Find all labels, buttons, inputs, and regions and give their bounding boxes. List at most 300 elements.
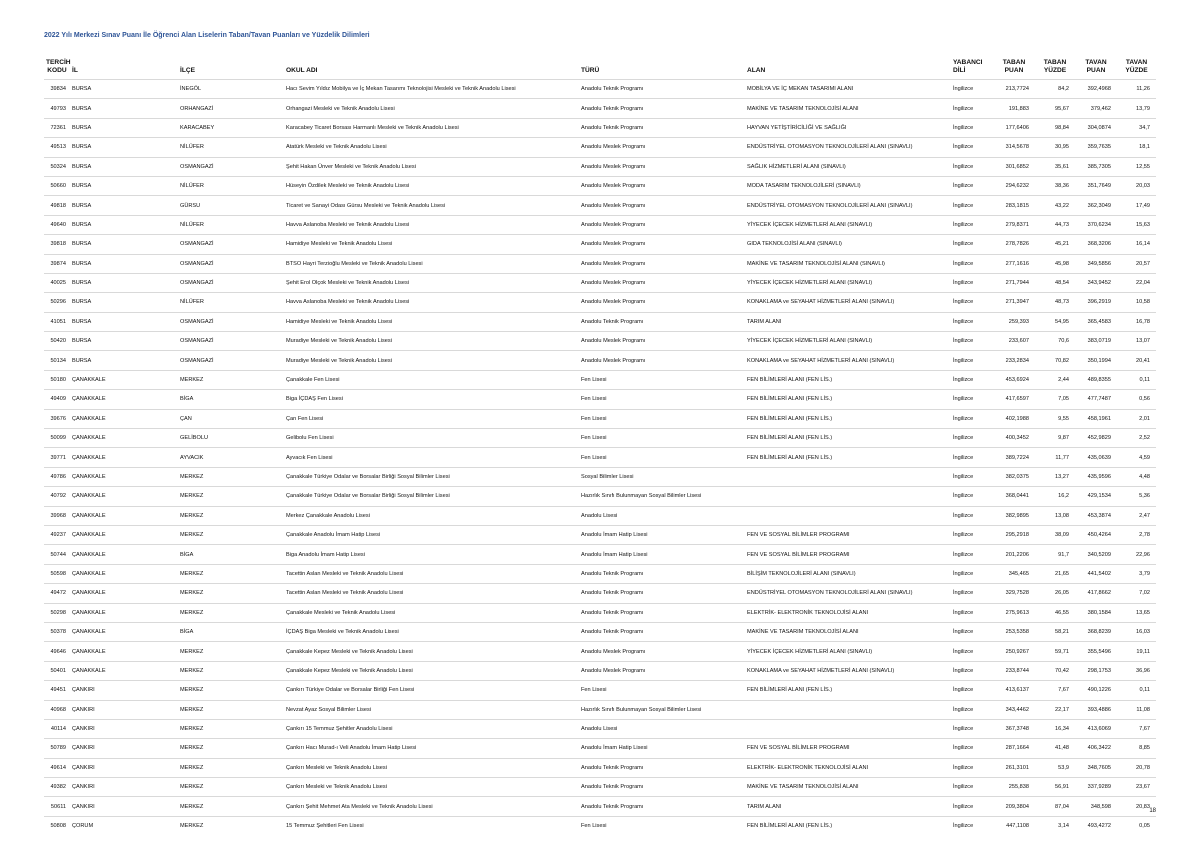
cell-il: ÇANAKKALE <box>70 487 178 506</box>
cell-il: ÇANAKKALE <box>70 525 178 544</box>
cell-yabanci-dili: İngilizce <box>951 758 993 777</box>
cell-taban-puan: 343,4462 <box>993 700 1035 719</box>
cell-taban-puan: 177,6406 <box>993 118 1035 137</box>
cell-taban-yuzde: 7,67 <box>1035 681 1075 700</box>
table-row <box>44 816 1156 835</box>
cell-ilce: MERKEZ <box>178 778 284 797</box>
cell-okul-adi: Çanakkale Anadolu İmam Hatip Lisesi <box>284 525 579 544</box>
cell-ilce: OSMANGAZİ <box>178 273 284 292</box>
cell-tercih-kodu: 49818 <box>44 196 70 215</box>
cell-turu: Anadolu Teknik Programı <box>579 564 745 583</box>
cell-tavan-puan: 370,6234 <box>1075 215 1117 234</box>
cell-turu: Anadolu Meslek Programı <box>579 332 745 351</box>
cell-tavan-puan: 458,1961 <box>1075 409 1117 428</box>
cell-ilce: ORHANGAZİ <box>178 99 284 118</box>
cell-tercih-kodu: 50378 <box>44 622 70 641</box>
table-row <box>44 176 1156 195</box>
header-ilce: İLÇE <box>180 67 196 74</box>
cell-turu: Anadolu Teknik Programı <box>579 778 745 797</box>
cell-yabanci-dili: İngilizce <box>951 622 993 641</box>
cell-yabanci-dili: İngilizce <box>951 487 993 506</box>
cell-il: ÇANKIRI <box>70 681 178 700</box>
cell-tercih-kodu: 49472 <box>44 584 70 603</box>
cell-yabanci-dili: İngilizce <box>951 351 993 370</box>
cell-yabanci-dili: İngilizce <box>951 719 993 738</box>
cell-tercih-kodu: 49237 <box>44 525 70 544</box>
header-tavan-yuzde: TAVAN YÜZDE <box>1125 59 1148 74</box>
cell-okul-adi: Çanakkale Türkiye Odalar ve Borsalar Birliği Sosyal Bilimler Lisesi <box>284 467 579 486</box>
cell-tavan-yuzde: 10,58 <box>1117 293 1156 312</box>
cell-taban-puan: 233,607 <box>993 332 1035 351</box>
cell-tercih-kodu: 50611 <box>44 797 70 816</box>
cell-tavan-puan: 393,4886 <box>1075 700 1117 719</box>
cell-yabanci-dili: İngilizce <box>951 176 993 195</box>
cell-yabanci-dili: İngilizce <box>951 642 993 661</box>
cell-taban-puan: 389,7224 <box>993 448 1035 467</box>
cell-turu: Anadolu Meslek Programı <box>579 235 745 254</box>
table-row <box>44 564 1156 583</box>
cell-alan: MOBİLYA VE İÇ MEKAN TASARIMI ALANI <box>745 80 951 99</box>
cell-taban-yuzde: 30,95 <box>1035 138 1075 157</box>
table-row <box>44 370 1156 389</box>
cell-ilce: MERKEZ <box>178 467 284 486</box>
cell-tavan-yuzde: 16,03 <box>1117 622 1156 641</box>
table-row <box>44 157 1156 176</box>
cell-ilce: MERKEZ <box>178 584 284 603</box>
cell-tercih-kodu: 50099 <box>44 429 70 448</box>
cell-tercih-kodu: 72361 <box>44 118 70 137</box>
table-row <box>44 254 1156 273</box>
cell-okul-adi: Hamidiye Mesleki ve Teknik Anadolu Lisesi <box>284 235 579 254</box>
table-row <box>44 467 1156 486</box>
cell-taban-puan: 255,838 <box>993 778 1035 797</box>
cell-tavan-puan: 489,8355 <box>1075 370 1117 389</box>
cell-tavan-puan: 452,9829 <box>1075 429 1117 448</box>
cell-il: ÇANAKKALE <box>70 661 178 680</box>
cell-taban-puan: 261,3101 <box>993 758 1035 777</box>
cell-turu: Anadolu Teknik Programı <box>579 797 745 816</box>
cell-taban-yuzde: 9,87 <box>1035 429 1075 448</box>
cell-tavan-puan: 355,5496 <box>1075 642 1117 661</box>
cell-taban-puan: 253,5358 <box>993 622 1035 641</box>
cell-il: BURSA <box>70 80 178 99</box>
cell-tavan-yuzde: 16,78 <box>1117 312 1156 331</box>
cell-alan: KONAKLAMA ve SEYAHAT HİZMETLERİ ALANI (SINAVLI) <box>745 661 951 680</box>
document-title: 2022 Yılı Merkezi Sınav Puanı İle Öğrenci Alan Liselerin Taban/Tavan Puanları ve Yüzdelik Dilimleri <box>44 32 370 39</box>
cell-okul-adi: Çanakkale Türkiye Odalar ve Borsalar Birliği Sosyal Bilimler Lisesi <box>284 487 579 506</box>
cell-tercih-kodu: 50420 <box>44 332 70 351</box>
cell-yabanci-dili: İngilizce <box>951 778 993 797</box>
cell-il: ÇANKIRI <box>70 758 178 777</box>
cell-tavan-puan: 435,0639 <box>1075 448 1117 467</box>
cell-okul-adi: Hüseyin Özdilek Mesleki ve Teknik Anadolu Lisesi <box>284 176 579 195</box>
cell-taban-yuzde: 38,36 <box>1035 176 1075 195</box>
cell-taban-puan: 367,3748 <box>993 719 1035 738</box>
cell-tavan-puan: 441,5402 <box>1075 564 1117 583</box>
cell-taban-puan: 279,8371 <box>993 215 1035 234</box>
cell-turu: Sosyal Bilimler Lisesi <box>579 467 745 486</box>
table-row <box>44 622 1156 641</box>
cell-okul-adi: Çankırı Hacı Murad-ı Veli Anadolu İmam Hatip Lisesi <box>284 739 579 758</box>
table-row <box>44 80 1156 99</box>
cell-taban-yuzde: 21,65 <box>1035 564 1075 583</box>
table-row <box>44 487 1156 506</box>
cell-tavan-puan: 380,1584 <box>1075 603 1117 622</box>
cell-tercih-kodu: 39834 <box>44 80 70 99</box>
cell-il: ÇORUM <box>70 816 178 835</box>
cell-okul-adi: Çankırı Türkiye Odalar ve Borsalar Birliği Fen Lisesi <box>284 681 579 700</box>
cell-turu: Anadolu İmam Hatip Lisesi <box>579 545 745 564</box>
cell-turu: Fen Lisesi <box>579 409 745 428</box>
cell-turu: Anadolu Meslek Programı <box>579 293 745 312</box>
cell-ilce: NİLÜFER <box>178 293 284 312</box>
cell-yabanci-dili: İngilizce <box>951 80 993 99</box>
cell-tavan-puan: 340,5209 <box>1075 545 1117 564</box>
cell-alan: ENDÜSTRİYEL OTOMASYON TEKNOLOJİLERİ ALANI (SINAVLI) <box>745 584 951 603</box>
cell-yabanci-dili: İngilizce <box>951 700 993 719</box>
cell-tavan-puan: 493,4272 <box>1075 816 1117 835</box>
cell-alan: TARIM ALANI <box>745 312 951 331</box>
cell-taban-puan: 402,1988 <box>993 409 1035 428</box>
cell-alan: MODA TASARIM TEKNOLOJİLERİ (SINAVLI) <box>745 176 951 195</box>
cell-ilce: MERKEZ <box>178 642 284 661</box>
cell-alan: ENDÜSTRİYEL OTOMASYON TEKNOLOJİLERİ ALANI (SINAVLI) <box>745 196 951 215</box>
cell-okul-adi: Çanakkale Fen Lisesi <box>284 370 579 389</box>
cell-il: ÇANKIRI <box>70 797 178 816</box>
cell-alan <box>745 506 951 525</box>
cell-ilce: MERKEZ <box>178 564 284 583</box>
table-row <box>44 758 1156 777</box>
cell-tavan-yuzde: 0,56 <box>1117 390 1156 409</box>
cell-tercih-kodu: 39676 <box>44 409 70 428</box>
cell-il: ÇANAKKALE <box>70 448 178 467</box>
cell-okul-adi: Hacı Sevim Yıldız Mobilya ve İç Mekan Tasarımı Teknolojisi Mesleki ve Teknik Anadolu Lisesi <box>284 80 579 99</box>
cell-yabanci-dili: İngilizce <box>951 254 993 273</box>
table-row <box>44 235 1156 254</box>
cell-ilce: OSMANGAZİ <box>178 332 284 351</box>
cell-taban-puan: 447,1108 <box>993 816 1035 835</box>
header-alan: ALAN <box>747 67 766 74</box>
cell-okul-adi: Merkez Çanakkale Anadolu Lisesi <box>284 506 579 525</box>
cell-tercih-kodu: 50744 <box>44 545 70 564</box>
cell-ilce: OSMANGAZİ <box>178 235 284 254</box>
table-header-row <box>44 55 1156 80</box>
cell-tavan-yuzde: 22,96 <box>1117 545 1156 564</box>
cell-taban-yuzde: 26,05 <box>1035 584 1075 603</box>
table-row <box>44 661 1156 680</box>
cell-tavan-puan: 359,7635 <box>1075 138 1117 157</box>
cell-alan: ELEKTRİK- ELEKTRONİK TEKNOLOJİSİ ALANI <box>745 758 951 777</box>
cell-tavan-yuzde: 34,7 <box>1117 118 1156 137</box>
cell-taban-yuzde: 59,71 <box>1035 642 1075 661</box>
cell-yabanci-dili: İngilizce <box>951 525 993 544</box>
header-taban-yuzde: TABAN YÜZDE <box>1043 59 1067 74</box>
cell-ilce: MERKEZ <box>178 739 284 758</box>
cell-alan: SAĞLIK HİZMETLERİ ALANI (SINAVLI) <box>745 157 951 176</box>
cell-tercih-kodu: 49614 <box>44 758 70 777</box>
cell-taban-yuzde: 46,55 <box>1035 603 1075 622</box>
table-row <box>44 118 1156 137</box>
cell-taban-yuzde: 9,55 <box>1035 409 1075 428</box>
cell-ilce: OSMANGAZİ <box>178 312 284 331</box>
cell-ilce: NİLÜFER <box>178 215 284 234</box>
cell-okul-adi: Hamidiye Mesleki ve Teknik Anadolu Lisesi <box>284 312 579 331</box>
cell-tavan-yuzde: 15,63 <box>1117 215 1156 234</box>
cell-taban-puan: 417,6597 <box>993 390 1035 409</box>
cell-okul-adi: Havva Aslanoba Mesleki ve Teknik Anadolu Lisesi <box>284 293 579 312</box>
cell-okul-adi: Karacabey Ticaret Borsası Harmanlı Mesleki ve Teknik Anadolu Lisesi <box>284 118 579 137</box>
cell-turu: Anadolu Teknik Programı <box>579 80 745 99</box>
cell-tavan-puan: 365,4583 <box>1075 312 1117 331</box>
cell-tavan-yuzde: 5,36 <box>1117 487 1156 506</box>
cell-tavan-yuzde: 11,08 <box>1117 700 1156 719</box>
cell-alan: FEN BİLİMLERİ ALANI (FEN LİS.) <box>745 816 951 835</box>
cell-il: ÇANAKKALE <box>70 390 178 409</box>
cell-ilce: MERKEZ <box>178 681 284 700</box>
cell-ilce: GÜRSU <box>178 196 284 215</box>
cell-taban-yuzde: 16,34 <box>1035 719 1075 738</box>
cell-tavan-yuzde: 2,01 <box>1117 409 1156 428</box>
cell-il: ÇANKIRI <box>70 739 178 758</box>
cell-tercih-kodu: 50324 <box>44 157 70 176</box>
cell-okul-adi: Şehit Erol Olçok Mesleki ve Teknik Anadolu Lisesi <box>284 273 579 292</box>
cell-tavan-puan: 343,9452 <box>1075 273 1117 292</box>
cell-tercih-kodu: 49409 <box>44 390 70 409</box>
cell-yabanci-dili: İngilizce <box>951 409 993 428</box>
table-row <box>44 797 1156 816</box>
cell-okul-adi: Atatürk Mesleki ve Teknik Anadolu Lisesi <box>284 138 579 157</box>
cell-turu: Anadolu Meslek Programı <box>579 254 745 273</box>
cell-alan: BİLİŞİM TEKNOLOJİLERİ ALANI (SINAVLI) <box>745 564 951 583</box>
cell-turu: Fen Lisesi <box>579 370 745 389</box>
cell-taban-puan: 314,5678 <box>993 138 1035 157</box>
cell-okul-adi: Biga İÇDAŞ Fen Lisesi <box>284 390 579 409</box>
table-row <box>44 525 1156 544</box>
cell-taban-yuzde: 45,98 <box>1035 254 1075 273</box>
cell-tercih-kodu: 40114 <box>44 719 70 738</box>
cell-taban-puan: 233,2834 <box>993 351 1035 370</box>
cell-taban-yuzde: 84,2 <box>1035 80 1075 99</box>
cell-okul-adi: Çanakkale Mesleki ve Teknik Anadolu Lisesi <box>284 603 579 622</box>
cell-yabanci-dili: İngilizce <box>951 448 993 467</box>
cell-taban-puan: 191,883 <box>993 99 1035 118</box>
cell-tavan-puan: 368,3206 <box>1075 235 1117 254</box>
cell-taban-yuzde: 2,44 <box>1035 370 1075 389</box>
table-row <box>44 273 1156 292</box>
cell-tavan-yuzde: 20,03 <box>1117 176 1156 195</box>
header-tavan-puan: TAVAN PUAN <box>1085 59 1107 74</box>
cell-turu: Anadolu İmam Hatip Lisesi <box>579 525 745 544</box>
cell-ilce: MERKEZ <box>178 506 284 525</box>
cell-tavan-yuzde: 7,02 <box>1117 584 1156 603</box>
cell-okul-adi: Orhangazi Mesleki ve Teknik Anadolu Lisesi <box>284 99 579 118</box>
header-il: İL <box>72 67 78 74</box>
cell-yabanci-dili: İngilizce <box>951 118 993 137</box>
cell-turu: Anadolu Teknik Programı <box>579 312 745 331</box>
cell-okul-adi: Muradiye Mesleki ve Teknik Anadolu Lisesi <box>284 332 579 351</box>
cell-tavan-yuzde: 13,65 <box>1117 603 1156 622</box>
cell-il: ÇANAKKALE <box>70 429 178 448</box>
cell-turu: Fen Lisesi <box>579 448 745 467</box>
cell-taban-puan: 301,6852 <box>993 157 1035 176</box>
cell-ilce: OSMANGAZİ <box>178 351 284 370</box>
cell-turu: Anadolu Teknik Programı <box>579 758 745 777</box>
cell-tavan-yuzde: 0,05 <box>1117 816 1156 835</box>
cell-taban-puan: 382,9895 <box>993 506 1035 525</box>
cell-yabanci-dili: İngilizce <box>951 215 993 234</box>
cell-tercih-kodu: 50789 <box>44 739 70 758</box>
cell-yabanci-dili: İngilizce <box>951 739 993 758</box>
cell-tavan-puan: 304,0874 <box>1075 118 1117 137</box>
cell-turu: Anadolu Meslek Programı <box>579 273 745 292</box>
cell-yabanci-dili: İngilizce <box>951 603 993 622</box>
cell-ilce: MERKEZ <box>178 661 284 680</box>
cell-tercih-kodu: 49451 <box>44 681 70 700</box>
cell-taban-puan: 213,7724 <box>993 80 1035 99</box>
cell-taban-puan: 278,7826 <box>993 235 1035 254</box>
cell-tavan-yuzde: 36,96 <box>1117 661 1156 680</box>
cell-tercih-kodu: 50134 <box>44 351 70 370</box>
cell-tavan-puan: 429,1534 <box>1075 487 1117 506</box>
cell-yabanci-dili: İngilizce <box>951 564 993 583</box>
cell-il: BURSA <box>70 215 178 234</box>
cell-tavan-puan: 435,9596 <box>1075 467 1117 486</box>
cell-il: ÇANAKKALE <box>70 642 178 661</box>
cell-taban-puan: 382,0375 <box>993 467 1035 486</box>
cell-tercih-kodu: 50808 <box>44 816 70 835</box>
cell-yabanci-dili: İngilizce <box>951 370 993 389</box>
cell-okul-adi: Muradiye Mesleki ve Teknik Anadolu Lisesi <box>284 351 579 370</box>
cell-taban-puan: 259,393 <box>993 312 1035 331</box>
cell-alan: FEN VE SOSYAL BİLİMLER PROGRAMI <box>745 545 951 564</box>
header-tercih-kodu: TERCİH KODU <box>46 59 71 74</box>
cell-tavan-yuzde: 2,78 <box>1117 525 1156 544</box>
cell-ilce: KARACABEY <box>178 118 284 137</box>
cell-ilce: MERKEZ <box>178 525 284 544</box>
cell-taban-puan: 209,3804 <box>993 797 1035 816</box>
cell-okul-adi: Çankırı Mesleki ve Teknik Anadolu Lisesi <box>284 778 579 797</box>
cell-turu: Fen Lisesi <box>579 429 745 448</box>
cell-taban-yuzde: 70,82 <box>1035 351 1075 370</box>
cell-alan: MAKİNE VE TASARIM TEKNOLOJİSİ ALANI <box>745 99 951 118</box>
cell-okul-adi: Çanakkale Kepez Mesleki ve Teknik Anadolu Lisesi <box>284 642 579 661</box>
cell-taban-yuzde: 3,14 <box>1035 816 1075 835</box>
cell-tavan-puan: 385,7305 <box>1075 157 1117 176</box>
cell-il: ÇANKIRI <box>70 700 178 719</box>
cell-tercih-kodu: 40792 <box>44 487 70 506</box>
cell-taban-puan: 295,2918 <box>993 525 1035 544</box>
cell-il: BURSA <box>70 196 178 215</box>
cell-tavan-puan: 383,0719 <box>1075 332 1117 351</box>
cell-turu: Hazırlık Sınıfı Bulunmayan Sosyal Bilimler Lisesi <box>579 700 745 719</box>
cell-turu: Anadolu Meslek Programı <box>579 196 745 215</box>
cell-yabanci-dili: İngilizce <box>951 138 993 157</box>
cell-alan: YİYECEK İÇECEK HİZMETLERİ ALANI (SINAVLI) <box>745 332 951 351</box>
cell-il: ÇANAKKALE <box>70 622 178 641</box>
cell-tavan-yuzde: 0,11 <box>1117 681 1156 700</box>
cell-turu: Anadolu Teknik Programı <box>579 584 745 603</box>
cell-yabanci-dili: İngilizce <box>951 816 993 835</box>
cell-turu: Anadolu Meslek Programı <box>579 215 745 234</box>
cell-alan <box>745 487 951 506</box>
cell-taban-puan: 368,0441 <box>993 487 1035 506</box>
cell-ilce: İNEGÖL <box>178 80 284 99</box>
cell-yabanci-dili: İngilizce <box>951 312 993 331</box>
table-row <box>44 293 1156 312</box>
table-row <box>44 719 1156 738</box>
cell-tercih-kodu: 50401 <box>44 661 70 680</box>
cell-okul-adi: Çanakkale Kepez Mesleki ve Teknik Anadolu Lisesi <box>284 661 579 680</box>
cell-tercih-kodu: 40968 <box>44 700 70 719</box>
table-row <box>44 584 1156 603</box>
cell-ilce: NİLÜFER <box>178 176 284 195</box>
cell-tavan-yuzde: 2,52 <box>1117 429 1156 448</box>
cell-tercih-kodu: 49513 <box>44 138 70 157</box>
cell-tavan-puan: 379,462 <box>1075 99 1117 118</box>
cell-il: BURSA <box>70 332 178 351</box>
cell-yabanci-dili: İngilizce <box>951 235 993 254</box>
cell-ilce: MERKEZ <box>178 487 284 506</box>
cell-alan <box>745 719 951 738</box>
cell-ilce: BİGA <box>178 390 284 409</box>
cell-tavan-puan: 417,8662 <box>1075 584 1117 603</box>
table-row <box>44 351 1156 370</box>
page-number: 18 <box>1149 808 1156 814</box>
cell-okul-adi: Ayvacık Fen Lisesi <box>284 448 579 467</box>
cell-ilce: MERKEZ <box>178 758 284 777</box>
cell-ilce: ÇAN <box>178 409 284 428</box>
cell-tavan-yuzde: 13,79 <box>1117 99 1156 118</box>
cell-ilce: MERKEZ <box>178 797 284 816</box>
cell-taban-yuzde: 13,27 <box>1035 467 1075 486</box>
table-row <box>44 429 1156 448</box>
table-row <box>44 700 1156 719</box>
cell-taban-yuzde: 16,2 <box>1035 487 1075 506</box>
cell-taban-puan: 277,1616 <box>993 254 1035 273</box>
table-row <box>44 332 1156 351</box>
cell-alan <box>745 700 951 719</box>
cell-okul-adi: Nevzat Ayaz Sosyal Bilimler Lisesi <box>284 700 579 719</box>
cell-taban-yuzde: 7,05 <box>1035 390 1075 409</box>
cell-tercih-kodu: 50598 <box>44 564 70 583</box>
cell-tercih-kodu: 49786 <box>44 467 70 486</box>
cell-turu: Anadolu Lisesi <box>579 719 745 738</box>
cell-tavan-yuzde: 4,59 <box>1117 448 1156 467</box>
cell-taban-yuzde: 41,48 <box>1035 739 1075 758</box>
cell-tavan-yuzde: 0,11 <box>1117 370 1156 389</box>
cell-alan: FEN VE SOSYAL BİLİMLER PROGRAMI <box>745 525 951 544</box>
cell-il: ÇANAKKALE <box>70 564 178 583</box>
cell-tavan-puan: 406,3422 <box>1075 739 1117 758</box>
cell-alan: KONAKLAMA ve SEYAHAT HİZMETLERİ ALANI (SINAVLI) <box>745 293 951 312</box>
table-row <box>44 409 1156 428</box>
cell-tercih-kodu: 49640 <box>44 215 70 234</box>
cell-taban-puan: 287,1664 <box>993 739 1035 758</box>
cell-taban-puan: 453,6924 <box>993 370 1035 389</box>
cell-yabanci-dili: İngilizce <box>951 661 993 680</box>
cell-ilce: BİGA <box>178 545 284 564</box>
header-okul-adi: OKUL ADI <box>286 67 318 74</box>
cell-ilce: MERKEZ <box>178 700 284 719</box>
cell-tavan-puan: 349,5856 <box>1075 254 1117 273</box>
cell-tavan-yuzde: 13,07 <box>1117 332 1156 351</box>
cell-taban-puan: 250,9267 <box>993 642 1035 661</box>
cell-yabanci-dili: İngilizce <box>951 429 993 448</box>
cell-il: ÇANAKKALE <box>70 409 178 428</box>
cell-ilce: OSMANGAZİ <box>178 157 284 176</box>
table-row <box>44 642 1156 661</box>
table-body <box>44 80 1156 836</box>
